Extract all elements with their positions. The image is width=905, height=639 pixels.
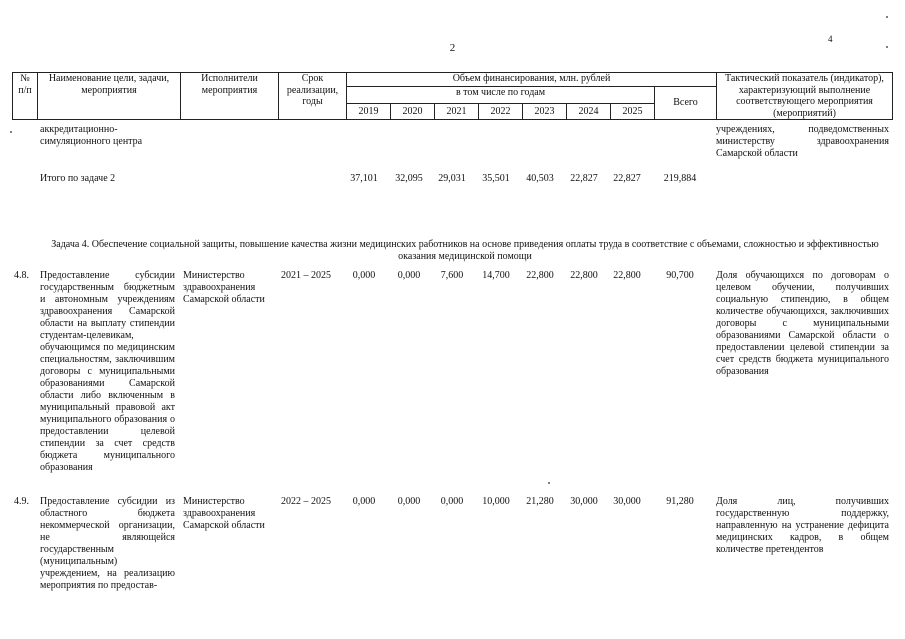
- total-task2-value: 22,827: [613, 173, 641, 184]
- row-value: 0,000: [352, 270, 376, 281]
- row-total: 91,280: [666, 496, 694, 507]
- row-value: 0,000: [440, 496, 464, 507]
- row-indicator: Доля лиц, получивших государственную поддержку, направленную на устранение дефицита медицинских кадров, в общем количестве претендентов: [716, 496, 889, 555]
- year-header: 2020: [391, 104, 435, 120]
- row-value: 10,000: [482, 496, 510, 507]
- col-term-header: Срок реализации, годы: [279, 73, 347, 120]
- row-value: 7,600: [440, 270, 464, 281]
- row-value: 14,700: [482, 270, 510, 281]
- col-total-header: Всего: [655, 87, 717, 120]
- row-term: 2022 – 2025: [281, 496, 331, 507]
- cont-indicator: учреждениях, подведомственных министерству здравоохранения Самарской области: [716, 124, 889, 159]
- row-value: 0,000: [397, 270, 421, 281]
- year-header: 2019: [347, 104, 391, 120]
- corner-mark: 4: [828, 34, 833, 44]
- row-number: 4.9.: [14, 496, 29, 507]
- scan-speck: [548, 482, 550, 484]
- total-task2-total: 219,884: [663, 173, 697, 184]
- row-indicator: Доля обучающихся по договорам о целевом обучении, получивших социальную стипендию, в общем количестве обучающихся, заключивших договоры с муниципальными образованиями Самарской области о предоставлении целевой стипендии за счет средств бюджета муниципального образования: [716, 270, 889, 377]
- row-name: Предоставление субсидии государственным бюджетным и автономным учреждениям здравоохранения Самарской области на выплату стипендии студентам-целевикам, обучающимся по медицинским специальностям, заключившим договоры с муниципальными образованиями Самарской области либо включенным в муниципальный правовой акт муниципального образования о предоставлении целевой стипендии за счет средств бюджета муниципального образования: [40, 270, 175, 473]
- total-task2-value: 40,503: [526, 173, 554, 184]
- total-task2-value: 35,501: [482, 173, 510, 184]
- col-indicator-header: Тактический показатель (индикатор), характеризующий выполнение соответствующего мероприятия (мероприятий): [717, 73, 893, 120]
- year-header: 2022: [479, 104, 523, 120]
- header-table: [12, 72, 893, 120]
- row-value: 0,000: [397, 496, 421, 507]
- scan-speck: [886, 16, 888, 18]
- scan-speck: [10, 131, 12, 133]
- row-name: Предоставление субсидии из областного бюджета некоммерческой организации, не являющейся государственным (муниципальным) учреждением, на реализацию мероприятия по предостав-: [40, 496, 175, 591]
- row-number: 4.8.: [14, 270, 29, 281]
- row-executor: Министерство здравоохранения Самарской области: [183, 496, 265, 531]
- row-value: 30,000: [570, 496, 598, 507]
- task4-heading: Задача 4. Обеспечение социальной защиты, повышение качества жизни медицинских работников на основе приведения оплаты труда в соответствие с объемами, сложностью и эффективностью оказания медицинской помощи: [51, 239, 879, 262]
- row-value: 22,800: [613, 270, 641, 281]
- row-total: 90,700: [666, 270, 694, 281]
- col-by-years-header: в том числе по годам: [347, 87, 655, 104]
- col-executors-header: Исполнители мероприятия: [181, 73, 279, 120]
- row-term: 2021 – 2025: [281, 270, 331, 281]
- row-executor: Министерство здравоохранения Самарской области: [183, 270, 265, 305]
- row-value: 22,800: [570, 270, 598, 281]
- page-number: 2: [449, 42, 456, 54]
- col-funding-header: Объем финансирования, млн. рублей: [347, 73, 717, 87]
- row-value: 21,280: [526, 496, 554, 507]
- row-value: 22,800: [526, 270, 554, 281]
- year-header: 2021: [435, 104, 479, 120]
- total-task2-label: Итого по задаче 2: [40, 173, 116, 184]
- cont-name: аккредитационно-симуляционного центра: [40, 124, 143, 147]
- year-header: 2024: [567, 104, 611, 120]
- year-header: 2025: [611, 104, 655, 120]
- row-value: 30,000: [613, 496, 641, 507]
- col-name-header: Наименование цели, задачи, мероприятия: [38, 73, 181, 120]
- total-task2-value: 22,827: [570, 173, 598, 184]
- col-no-header: № п/п: [13, 73, 38, 120]
- total-task2-value: 29,031: [438, 173, 466, 184]
- scan-speck: [886, 46, 888, 48]
- total-task2-value: 32,095: [395, 173, 423, 184]
- row-value: 0,000: [352, 496, 376, 507]
- total-task2-value: 37,101: [350, 173, 378, 184]
- year-header: 2023: [523, 104, 567, 120]
